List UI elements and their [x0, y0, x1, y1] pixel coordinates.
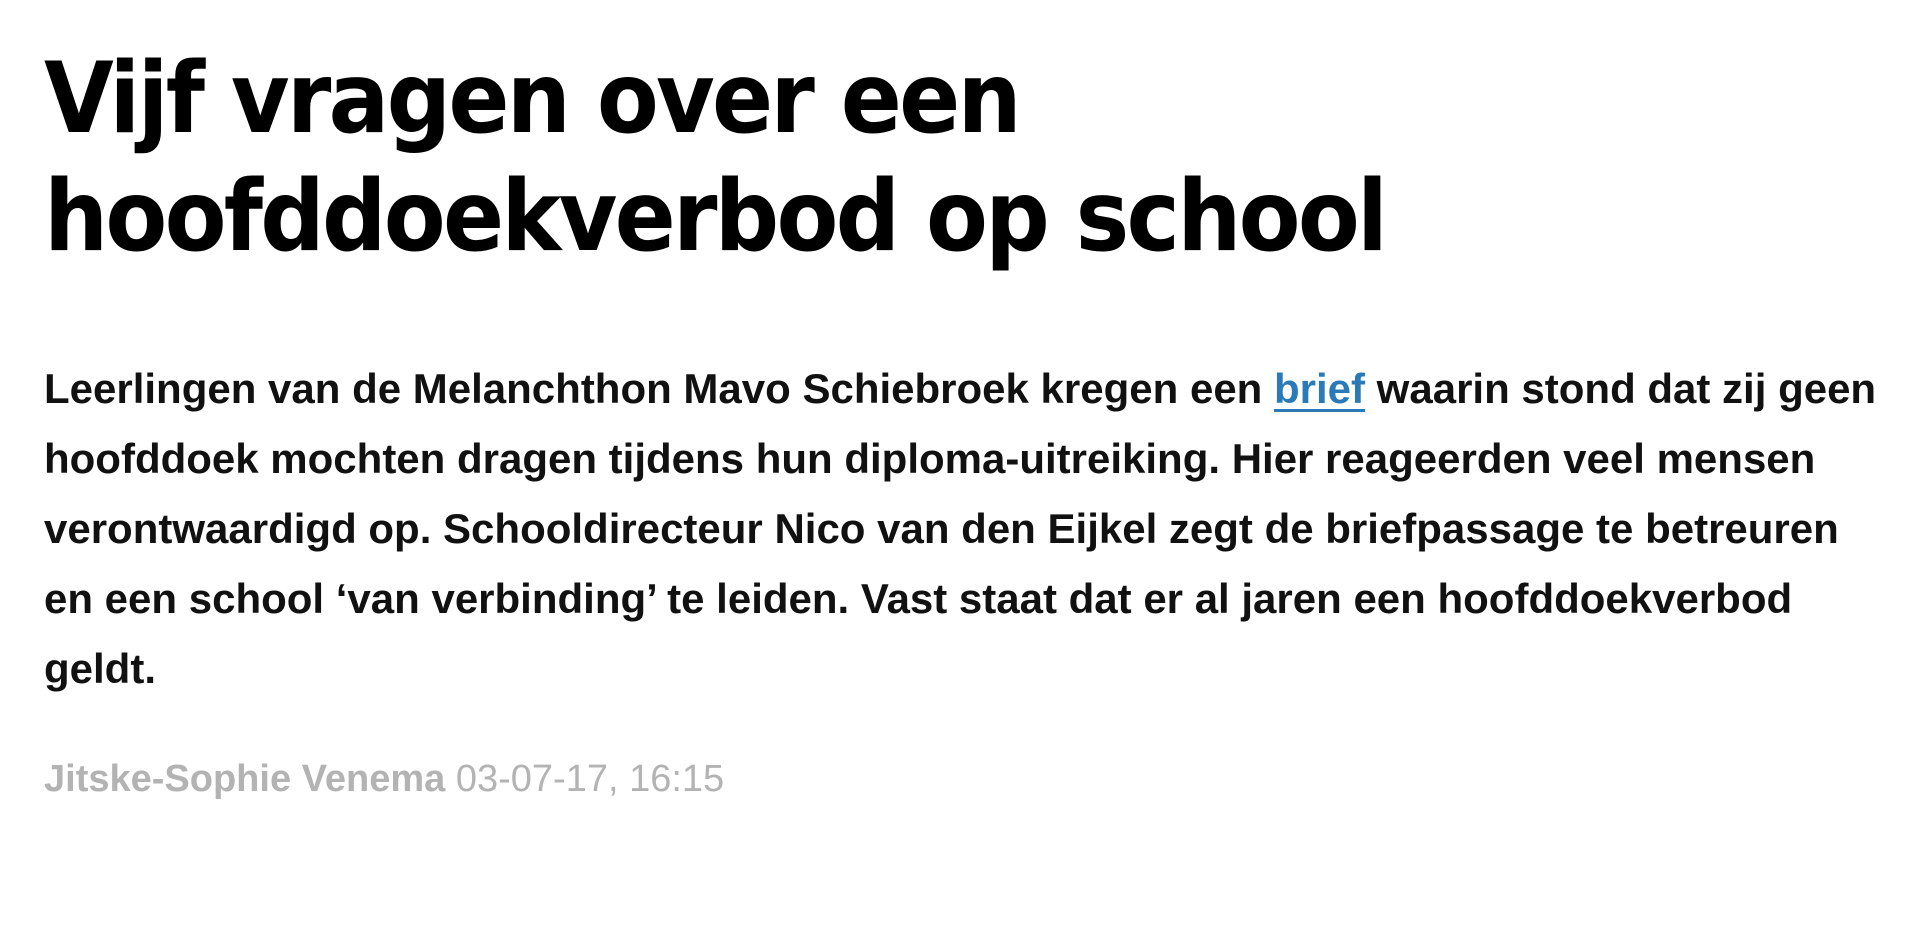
author-name: Jitske-Sophie Venema — [44, 758, 446, 800]
lead-text-before: Leerlingen van de Melanchthon Mavo Schiebroek kregen een — [44, 365, 1274, 412]
lead-paragraph — [44, 354, 1889, 704]
article — [44, 40, 1880, 801]
byline — [44, 758, 1880, 801]
publish-timestamp: 03-07-17, 16:15 — [455, 758, 725, 800]
headline: Vijf vragen over een hoofddoekverbod op school — [44, 42, 1386, 274]
lead-text-after: waarin stond dat zij geen hoofddoek mochten dragen tijdens hun diploma-uitreiking. Hier reageerden veel mensen verontwaardigd op. Schooldirecteur Nico van den Eijkel zegt de briefpassage te betreuren en een school ‘van verbinding’ te leiden. Vast staat dat er al jaren een hoofddoekverbod geldt. — [44, 365, 1877, 692]
brief-link[interactable]: brief — [1274, 365, 1366, 412]
